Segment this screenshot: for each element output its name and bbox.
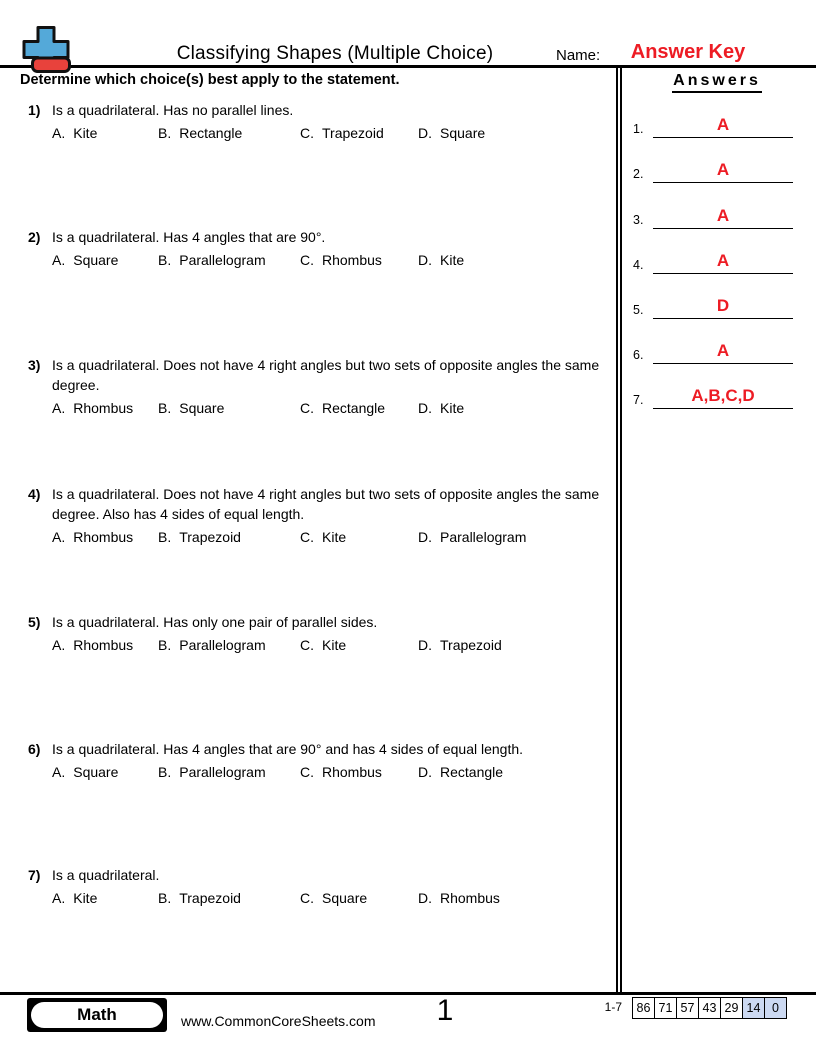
- choice-letter: A.: [52, 637, 66, 653]
- question-text: Is a quadrilateral. Does not have 4 right angles but two sets of opposite angles the same degree.: [52, 357, 600, 393]
- choice-letter: B.: [158, 252, 172, 268]
- choice-row: [52, 250, 613, 270]
- choice-text: Kite: [73, 125, 98, 141]
- choice-text: Parallelogram: [179, 252, 266, 268]
- question-4: [28, 484, 613, 547]
- choice-text: Square: [73, 252, 119, 268]
- choice-row: [52, 398, 613, 418]
- choice-a: [52, 527, 158, 547]
- answer-value: A: [716, 251, 730, 270]
- choice-letter: C.: [300, 764, 314, 780]
- page-number: 1: [436, 994, 454, 1027]
- choice-text: Kite: [322, 637, 347, 653]
- answer-number: 5.: [633, 303, 644, 317]
- score-cell-highlighted: 14: [742, 998, 764, 1018]
- question-7: [28, 865, 613, 908]
- choice-letter: C.: [300, 637, 314, 653]
- answer-value: A: [716, 341, 730, 360]
- answer-blank-line: [653, 206, 793, 229]
- choice-text: Trapezoid: [179, 890, 241, 906]
- choice-d: [418, 250, 613, 270]
- choice-b: [158, 635, 300, 655]
- choice-letter: B.: [158, 529, 172, 545]
- answer-value: A: [716, 160, 730, 179]
- answer-row-6: [633, 333, 793, 364]
- answers-heading: [622, 72, 812, 90]
- question-number: 7): [28, 867, 41, 883]
- choice-text: Kite: [322, 529, 347, 545]
- choice-letter: C.: [300, 890, 314, 906]
- page-title: Classifying Shapes (Multiple Choice): [176, 43, 494, 64]
- choice-d: [418, 527, 613, 547]
- website-link: www.CommonCoreSheets.com: [181, 1013, 376, 1029]
- question-number: 1): [28, 102, 41, 118]
- choice-letter: A.: [52, 252, 66, 268]
- answer-value: A,B,C,D: [691, 386, 755, 405]
- choice-text: Trapezoid: [322, 125, 384, 141]
- choice-row: [52, 123, 613, 143]
- choice-letter: D.: [418, 529, 432, 545]
- choice-text: Rhombus: [73, 400, 134, 416]
- answer-blank-line: [653, 160, 793, 183]
- choice-letter: D.: [418, 125, 432, 141]
- answer-blank-line: [653, 386, 793, 409]
- score-cell: 29: [720, 998, 742, 1018]
- choice-d: [418, 635, 613, 655]
- answer-row-1: [633, 107, 793, 138]
- answer-number: 3.: [633, 213, 644, 227]
- choice-text: Trapezoid: [179, 529, 241, 545]
- choice-text: Rectangle: [179, 125, 243, 141]
- choice-letter: D.: [418, 400, 432, 416]
- choice-b: [158, 762, 300, 782]
- question-text: Is a quadrilateral.: [52, 867, 160, 883]
- answer-blank-line: [653, 115, 793, 138]
- choice-letter: D.: [418, 890, 432, 906]
- choice-text: Kite: [440, 252, 465, 268]
- choice-text: Square: [179, 400, 225, 416]
- question-text: Is a quadrilateral. Has 4 angles that are 90° and has 4 sides of equal length.: [52, 741, 524, 757]
- question-text: Is a quadrilateral. Has only one pair of parallel sides.: [52, 614, 378, 630]
- choice-d: [418, 762, 613, 782]
- name-value-answer-key: Answer Key: [630, 41, 746, 63]
- choice-text: Square: [322, 890, 368, 906]
- answer-number: 1.: [633, 122, 644, 136]
- score-cell-highlighted: 0: [764, 998, 786, 1018]
- choice-text: Rectangle: [440, 764, 504, 780]
- choice-letter: B.: [158, 890, 172, 906]
- answer-number: 2.: [633, 167, 644, 181]
- question-number: 5): [28, 614, 41, 630]
- choice-text: Rhombus: [73, 529, 134, 545]
- answer-row-4: [633, 243, 793, 274]
- choice-letter: C.: [300, 400, 314, 416]
- choice-c: [300, 527, 418, 547]
- choice-b: [158, 123, 300, 143]
- answer-value: D: [716, 296, 730, 315]
- choice-text: Rhombus: [322, 764, 382, 780]
- choice-text: Square: [440, 125, 486, 141]
- choice-letter: C.: [300, 125, 314, 141]
- choice-letter: A.: [52, 890, 66, 906]
- answer-number: 7.: [633, 393, 644, 407]
- question-number: 4): [28, 486, 41, 502]
- choice-text: Trapezoid: [440, 637, 502, 653]
- choice-letter: B.: [158, 400, 172, 416]
- choice-c: [300, 635, 418, 655]
- answer-row-3: [633, 198, 793, 229]
- choice-a: [52, 123, 158, 143]
- subject-badge-label: Math: [31, 1002, 163, 1028]
- answer-value: A: [716, 115, 730, 134]
- choice-text: Rhombus: [73, 637, 134, 653]
- choice-letter: A.: [52, 400, 66, 416]
- answers-column-separator: [616, 66, 622, 992]
- question-text: Is a quadrilateral. Has no parallel lines.: [52, 102, 294, 118]
- choice-row: [52, 527, 613, 547]
- choice-letter: B.: [158, 637, 172, 653]
- question-6: [28, 739, 613, 782]
- answer-blank-line: [653, 296, 793, 319]
- question-number: 3): [28, 357, 41, 373]
- choice-d: [418, 123, 613, 143]
- score-cell: 43: [698, 998, 720, 1018]
- choice-text: Kite: [440, 400, 465, 416]
- choice-text: Parallelogram: [179, 764, 266, 780]
- question-number: 2): [28, 229, 41, 245]
- choice-letter: C.: [300, 529, 314, 545]
- header-divider: [0, 65, 816, 68]
- name-label: Name:: [556, 47, 601, 64]
- score-cell: 71: [654, 998, 676, 1018]
- choice-a: [52, 635, 158, 655]
- choice-letter: C.: [300, 252, 314, 268]
- choice-row: [52, 635, 613, 655]
- instructions-text: Determine which choice(s) best apply to the statement.: [20, 72, 400, 88]
- choice-d: [418, 398, 613, 418]
- question-1: [28, 100, 613, 143]
- choice-c: [300, 250, 418, 270]
- choice-text: Parallelogram: [440, 529, 527, 545]
- choice-text: Kite: [73, 890, 98, 906]
- question-number: 6): [28, 741, 41, 757]
- choice-letter: A.: [52, 125, 66, 141]
- choice-a: [52, 250, 158, 270]
- choice-d: [418, 888, 613, 908]
- choice-text: Square: [73, 764, 119, 780]
- choice-letter: A.: [52, 529, 66, 545]
- question-2: [28, 227, 613, 270]
- choice-c: [300, 762, 418, 782]
- score-range-label: 1-7: [604, 1000, 622, 1014]
- choice-letter: B.: [158, 125, 172, 141]
- answer-row-2: [633, 152, 793, 183]
- choice-text: Rectangle: [322, 400, 386, 416]
- choice-b: [158, 398, 300, 418]
- choice-row: [52, 888, 613, 908]
- choice-a: [52, 888, 158, 908]
- answer-row-5: [633, 288, 793, 319]
- choice-b: [158, 888, 300, 908]
- choice-c: [300, 888, 418, 908]
- score-table: [632, 997, 787, 1019]
- choice-text: Parallelogram: [179, 637, 266, 653]
- choice-a: [52, 398, 158, 418]
- question-5: [28, 612, 613, 655]
- choice-text: Rhombus: [440, 890, 500, 906]
- subject-badge: [27, 998, 167, 1032]
- answer-value: A: [716, 206, 730, 225]
- choice-c: [300, 398, 418, 418]
- choice-c: [300, 123, 418, 143]
- answer-number: 6.: [633, 348, 644, 362]
- answer-blank-line: [653, 341, 793, 364]
- choice-b: [158, 527, 300, 547]
- choice-text: Rhombus: [322, 252, 382, 268]
- choice-a: [52, 762, 158, 782]
- choice-letter: A.: [52, 764, 66, 780]
- score-cell: 86: [633, 998, 654, 1018]
- answer-row-7: [633, 378, 793, 409]
- score-cell: 57: [676, 998, 698, 1018]
- question-3: [28, 355, 613, 418]
- choice-letter: D.: [418, 637, 432, 653]
- question-text: Is a quadrilateral. Has 4 angles that are 90°.: [52, 229, 326, 245]
- minus-icon: [33, 58, 70, 72]
- question-text: Is a quadrilateral. Does not have 4 right angles but two sets of opposite angles the same degree. Also has 4 sides of equal length.: [52, 486, 600, 522]
- answer-number: 4.: [633, 258, 644, 272]
- choice-letter: D.: [418, 764, 432, 780]
- choice-b: [158, 250, 300, 270]
- choice-row: [52, 762, 613, 782]
- answers-heading-text: Answers: [672, 72, 762, 93]
- answer-blank-line: [653, 251, 793, 274]
- plus-minus-logo-icon: [20, 23, 72, 74]
- choice-letter: D.: [418, 252, 432, 268]
- choice-letter: B.: [158, 764, 172, 780]
